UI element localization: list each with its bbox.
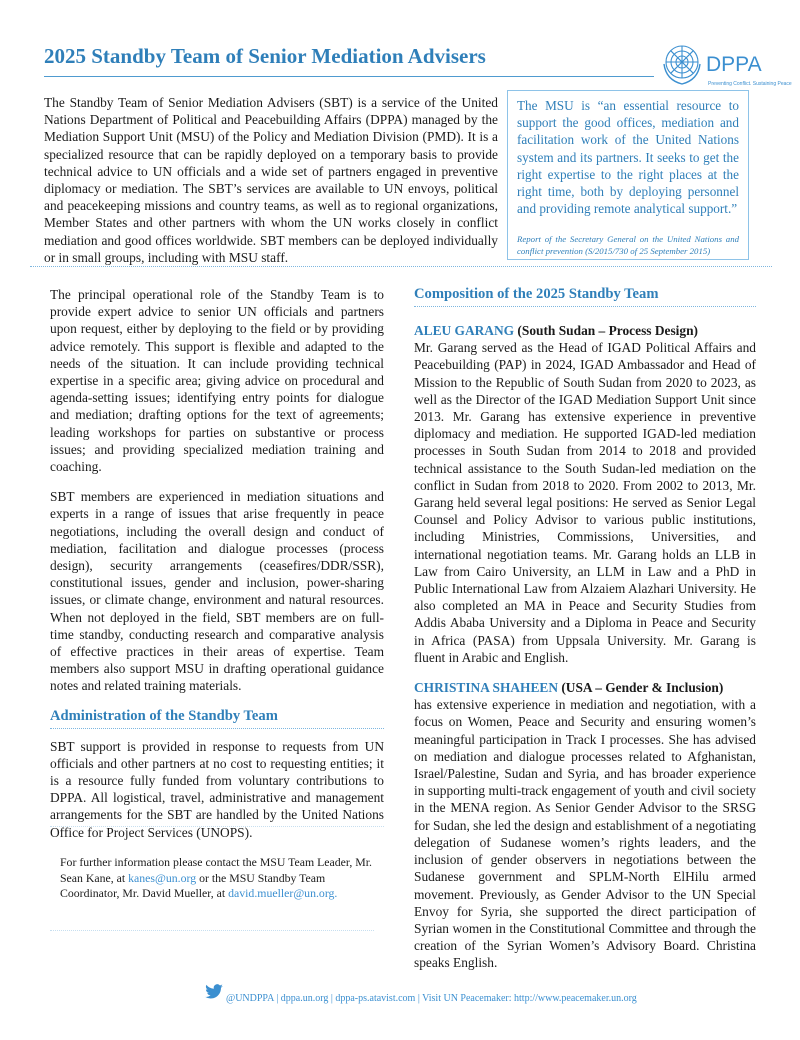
administration-paragraph: SBT support is provided in response to requests from UN officials and other partners at no cost to requesting entities; it is a resource fully funded from voluntary contributions to DPPA. All logistical, travel, administrative and management arrangements for the SBT are handled by the United Nations Office for Project Services (UNOPS). <box>50 738 384 840</box>
footer-links <box>226 993 637 1004</box>
title-divider <box>44 76 654 77</box>
email-link-kanes[interactable]: kanes@un.org <box>128 870 197 885</box>
member-name: CHRISTINA SHAHEEN <box>414 680 558 696</box>
administration-heading: Administration of the Standby Team <box>50 708 384 729</box>
footer-text[interactable]: @UNDPPA | dppa.un.org | dppa-ps.atavist.com | Visit UN Peacemaker: http://www.peacemaker.un.org <box>226 993 637 1004</box>
expertise-paragraph: SBT members are experienced in mediation situations and experts in a range of issues that arise frequently in peace negotiations, including the overall design and conduct of mediation, facilitation and dialogue processes (process design), security arrangements (ceasefires/DDR/SSR), constitutional issues, gender and inclusion, power-sharing issues, or climate change, environment and natural resources. When not deployed in the field, SBT members are on full-time standby, conducting research and comparative analysis of effective practices in their areas of expertise. Team members also support MSU in drafting operational guidance notes and related training materials. <box>50 489 384 694</box>
logo-tagline: Preventing Conflict. Sustaining Peace <box>708 81 792 87</box>
contact-prefix: For further information please contact the MSU Team Leader, Mr. Sean Kane, at <box>60 855 372 885</box>
composition-heading: Composition of the 2025 Standby Team <box>414 286 756 307</box>
page-title: 2025 Standby Team of Senior Mediation Advisers <box>44 44 486 68</box>
contact-text <box>60 855 384 902</box>
twitter-icon[interactable] <box>204 984 224 1000</box>
contact-middle: or the MSU Standby Team Coordinator, Mr. David Mueller, at <box>60 870 326 900</box>
member-bio: Mr. Garang served as the Head of IGAD Political Affairs and Peacebuilding (PAP) in 2024, IGAD Ambassador and Head of Mission to the Republic of South Sudan from 2020 to 2023, as well as the Director of the IGAD Mediation Support Unit since 2013. Mr. Garang has extensive experience in preventive diplomacy and mediation. He supported IGAD-led mediation processes in South Sudan from 2014 to 2018 and provided technical assistance to the South Sudan-led mediation on the conflict in Sudan from 2018 to 2020. From 2002 to 2013, Mr. Garang held several legal positions: He served as Senior Legal Counsel and Policy Advisor to various public institutions, including Ministries, Commissions, Universities, and international negotiation teams. Mr. Garang holds an LLB in Law from Cairo University, an LLM in Law and a PhD in Public International Law from Alzaiem Alazhari University. He also completed an MA in Peace and Security Studies from Addis Ababa University and a Diploma in Peace and Security in Africa (PASA) from Uppsala University. Mr. Garang is fluent in Arabic and English. <box>414 340 756 665</box>
member-role: (South Sudan – Process Design) <box>514 323 698 338</box>
member-entry <box>414 322 756 666</box>
contact-box <box>50 826 384 902</box>
intro-paragraph: The Standby Team of Senior Mediation Advisers (SBT) is a service of the United Nations Department of Political and Peacebuilding Affairs (DPPA) managed by the Mediation Support Unit (MSU) of the Policy and Mediation Division (PMD). It is a specialized resource that can be rapidly deployed on a temporary basis to provide technical advice to UN officials and a wide set of partners engaged in preventive diplomacy or mediation. The SBT’s services are available to UN envoys, political and peacekeeping missions and country teams, as well as to regional organizations, Member States and other partners with whom the UN works closely in conflict mediation and good offices worldwide. SBT members can be deployed individually or in small groups, including with MSU staff. <box>44 95 498 265</box>
member-entry <box>414 679 756 971</box>
left-column <box>50 286 384 854</box>
quote-text: The MSU is “an essential resource to support the good offices, mediation and facilitation work of the United Nations system and its partners. It seeks to get the right expertise to the right places at the right time, both by deploying personnel and providing remote analytical support.” <box>517 98 739 217</box>
section-divider <box>30 266 772 267</box>
logo-wordmark: DPPA <box>706 53 762 76</box>
right-column <box>414 286 756 985</box>
quote-citation: Report of the Secretary General on the United Nations and conflict prevention (S/2015/730 of 25 September 2015) <box>517 234 739 257</box>
member-role: (USA – Gender & Inclusion) <box>558 680 724 696</box>
quote-box <box>507 90 749 260</box>
role-paragraph: The principal operational role of the Standby Team is to provide expert advice to senior UN officials and partners upon request, either by deploying to the field or by providing advice remotely. This support is flexible and adapted to the needs of the situation. It can include providing technical expertise in a specific area; giving advice on procedural and agenda-setting issues; identifying entry points for dialogue and mediation; drafting options for the text of agreements; leading workshops for parties on substantive or process issues; and providing specialized mediation training and coaching. <box>50 287 384 475</box>
un-emblem-icon <box>664 46 700 84</box>
member-bio: has extensive experience in mediation and negotiation, with a focus on Women, Peace and Security and ensuring women’s meaningful participation in Track I processes. She has advised on mediation and dialogue processes related to Afghanistan, Israel/Palestine, Sudan and Syria, and has broader experience in supporting multi-track engagement of youth and civil society in the MENA region. As Senior Gender Advisor to the SRSG for Sudan, she led the design and establishment of a negotiating delegation of Sudanese women’s rights leaders, and the inclusion of gender observers in negotiations between the Sudanese government and SPLM-North ElHilu armed movement. Previously, as Gender Advisor to the UN Special Envoy for Syria, she supported the direct participation of Syrian women in the Constitutional Committee and through the creation of the Syrian Women’s Advisory Board. Christina speaks English. <box>414 697 756 971</box>
member-name: ALEU GARANG <box>414 323 515 338</box>
contact-divider <box>50 930 374 931</box>
email-link-mueller[interactable]: david.mueller@un.org. <box>228 886 338 900</box>
